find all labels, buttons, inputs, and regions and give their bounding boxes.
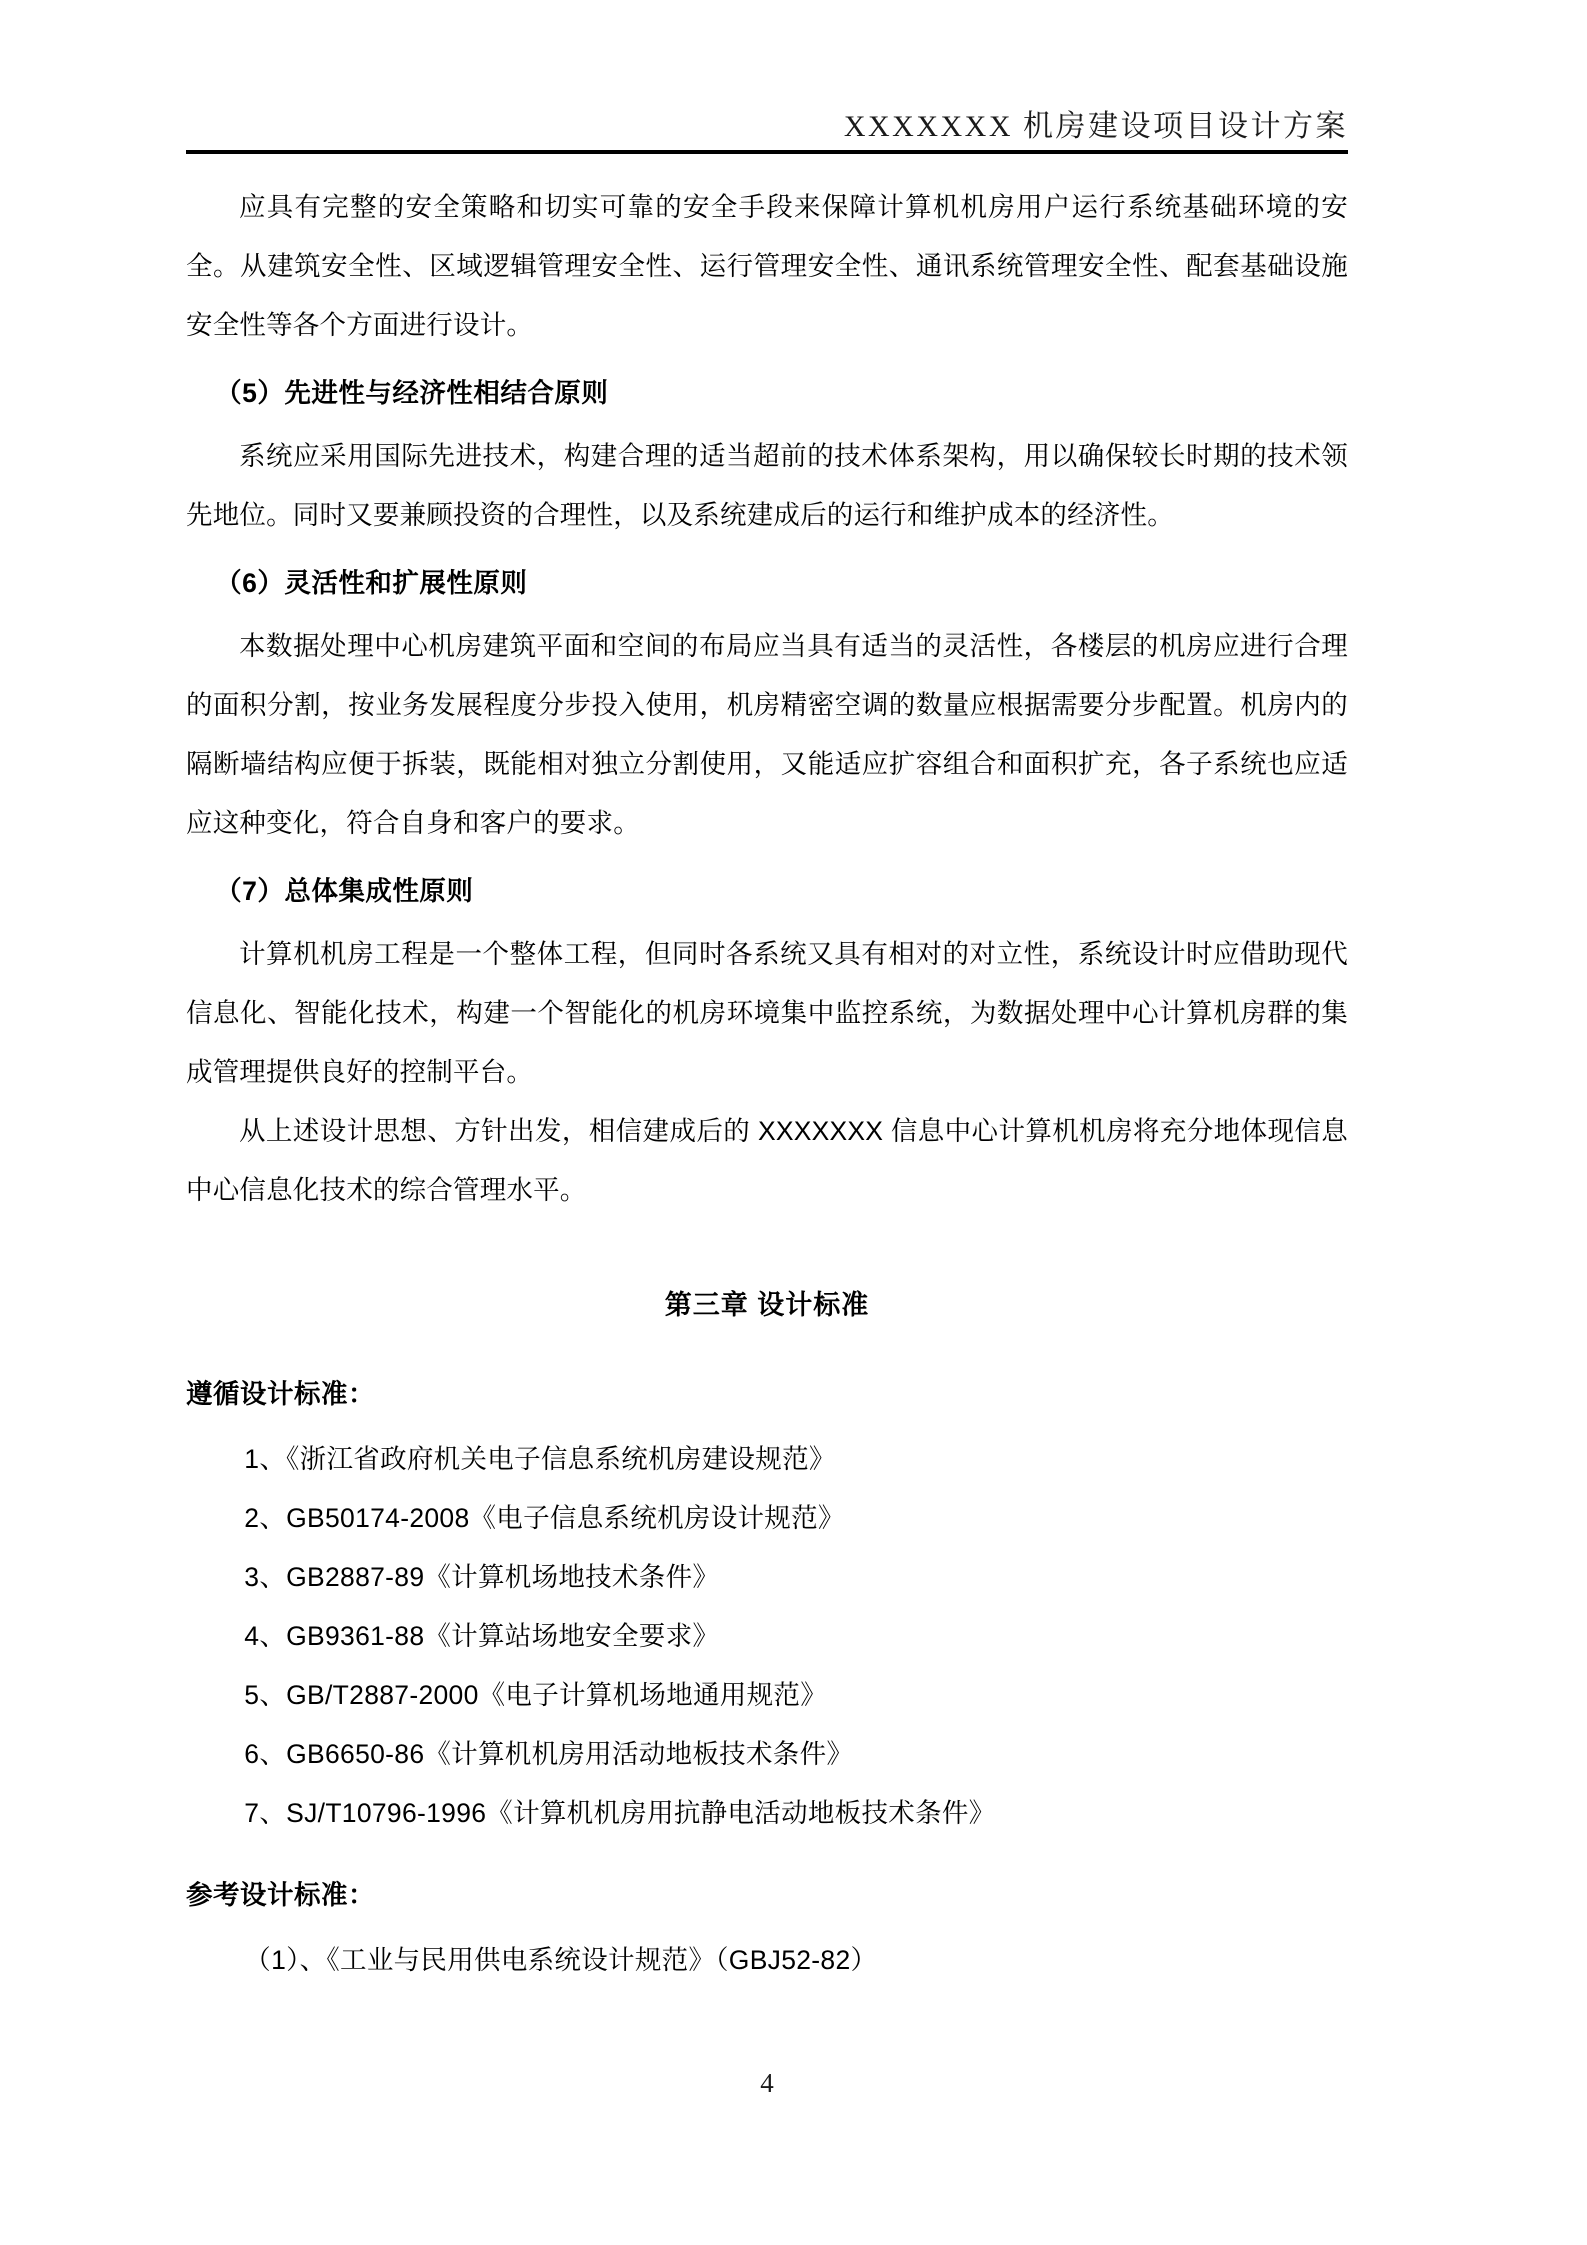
- paragraph-section-7: 计算机机房工程是一个整体工程，但同时各系统又具有相对的对立性，系统设计时应借助现代信息化、智能化技术，构建一个智能化的机房环境集中监控系统，为数据处理中心计算机房群的集成管理提供良好的控制平台。: [186, 939, 1348, 1087]
- section-heading-5: （5）先进性与经济性相结合原则: [215, 378, 609, 408]
- page-header: [186, 108, 1348, 162]
- standard-item: 3、GB2887-89《计算机场地技术条件》: [244, 1562, 720, 1592]
- standard-item: 7、SJ/T10796-1996《计算机机房用抗静电活动地板技术条件》: [244, 1798, 996, 1828]
- paragraph-closing: 从上述设计思想、方针出发，相信建成后的 XXXXXXX 信息中心计算机机房将充分地体现信息中心信息化技术的综合管理水平。: [186, 1116, 1348, 1205]
- standard-item: 6、GB6650-86《计算机机房用活动地板技术条件》: [244, 1739, 854, 1769]
- header-title: XXXXXXX 机房建设项目设计方案: [843, 110, 1348, 143]
- document-body: [186, 178, 1348, 1990]
- reference-standards-label: 参考设计标准：: [186, 1880, 375, 1910]
- standard-item: 2、GB50174-2008《电子信息系统机房设计规范》: [244, 1503, 845, 1533]
- page-footer: [186, 2068, 1348, 2099]
- chapter-heading: 第三章 设计标准: [664, 1290, 870, 1320]
- paragraph-security-strategy: 应具有完整的安全策略和切实可靠的安全手段来保障计算机机房用户运行系统基础环境的安全。从建筑安全性、区域逻辑管理安全性、运行管理安全性、通讯系统管理安全性、配套基础设施安全性等各个方面进行设计。: [186, 192, 1348, 340]
- standard-item: 5、GB/T2887-2000《电子计算机场地通用规范》: [244, 1680, 828, 1710]
- page-number: 4: [760, 2068, 774, 2098]
- header-divider: [186, 150, 1348, 154]
- reference-standard-item: （1）、《工业与民用供电系统设计规范》（GBJ52-82）: [244, 1945, 878, 1975]
- section-heading-7: （7）总体集成性原则: [215, 876, 474, 906]
- followed-standards-label: 遵循设计标准：: [186, 1379, 375, 1409]
- paragraph-section-5: 系统应采用国际先进技术，构建合理的适当超前的技术体系架构，用以确保较长时期的技术领先地位。同时又要兼顾投资的合理性，以及系统建成后的运行和维护成本的经济性。: [186, 441, 1348, 530]
- section-heading-6: （6）灵活性和扩展性原则: [215, 568, 528, 598]
- standard-item: 1、《浙江省政府机关电子信息系统机房建设规范》: [244, 1444, 836, 1474]
- standard-item: 4、GB9361-88《计算站场地安全要求》: [244, 1621, 720, 1651]
- paragraph-section-6: 本数据处理中心机房建筑平面和空间的布局应当具有适当的灵活性，各楼层的机房应进行合理的面积分割，按业务发展程度分步投入使用，机房精密空调的数量应根据需要分步配置。机房内的隔断墙结构应便于拆装，既能相对独立分割使用，又能适应扩容组合和面积扩充，各子系统也应适应这种变化，符合自身和客户的要求。: [186, 631, 1348, 838]
